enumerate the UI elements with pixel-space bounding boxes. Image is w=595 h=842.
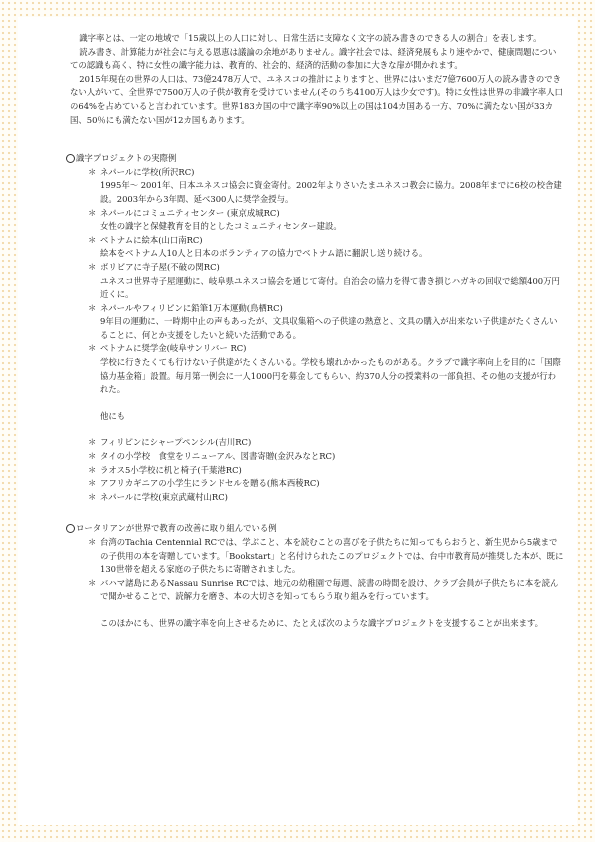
list-item-text: フィリピンにシャープペンシル(吉川RC)	[100, 437, 252, 448]
project-description: 女性の識字と保健教育を目的としたコミュニティセンター建設。	[100, 221, 342, 232]
asterisk-bullet-icon: ＊	[88, 451, 97, 462]
section-heading-rotarian-examples	[66, 522, 564, 536]
example-item	[88, 536, 564, 577]
list-item	[88, 436, 564, 450]
project-description: 9年目の運動に、一時期中止の声もあったが、文具収集箱への子供達の熱意と、文具の購入が出来ない子供達がたくさんいることに、何とか支援をしたいと続いた活動である。	[100, 316, 558, 340]
circle-bullet-icon	[66, 154, 75, 163]
page	[18, 17, 577, 825]
project-item	[88, 261, 564, 302]
project-title: ネパールやフィリピンに鉛筆1万本運動(鳥栖RC)	[100, 302, 283, 313]
example-item	[88, 577, 564, 604]
asterisk-bullet-icon: ＊	[88, 464, 97, 475]
project-description: 学校に行きたくても行けない子供達がたくさんいる。学校も壊れかかったものがある。クラブで識字率向上を目的に「国際協力基金箱」設置。毎月第一例会に一人1000円を募金してもらい、約370人分の授業料の一部負担、その他の支援が行われた。	[100, 357, 561, 395]
asterisk-bullet-icon: ＊	[88, 261, 97, 272]
project-title: ネパールに学校(所沢RC)	[100, 166, 195, 177]
section-heading-text: 識字プロジェクトの実際例	[76, 153, 177, 164]
intro-paragraph-1: 識字率とは、一定の地域で「15歳以上の人口に対し、日常生活に支障なく文字の読み書きのできる人の割合」を表します。	[79, 33, 542, 43]
asterisk-bullet-icon: ＊	[88, 343, 97, 354]
asterisk-bullet-icon: ＊	[88, 166, 97, 177]
list-item-text: アフリカギニアの小学生にランドセルを贈る(熊本西稜RC)	[100, 478, 320, 489]
asterisk-bullet-icon: ＊	[88, 478, 97, 489]
others-label: 他にも	[100, 410, 126, 421]
list-item-text: ラオス5小学校に机と椅子(千葉港RC)	[100, 464, 242, 475]
project-item	[88, 342, 564, 396]
asterisk-bullet-icon: ＊	[88, 491, 97, 502]
intro-paragraph-3: 2015年現在の世界の人口は、73億2478万人で、ユネスコの推計によりますと、世界にはいまだ7億7600万人の読み書きのできない人がいて、全世界で7500万人の子供が教育を受けていません(そのうち4100万人は少女です)。特に女性は世界の非識字率人口の64%を占めていると言われています。世界183カ国の中で識字率90%以上の国は104カ国ある一方、70%に満たない国が33カ国、50％にも満たない国が12カ国もあります。	[70, 73, 563, 125]
project-title: ベトナムに奨学金(岐阜サンリバー RC)	[100, 343, 247, 354]
project-item	[88, 302, 564, 343]
intro-paragraph-2: 読み書き、計算能力が社会に与える恩恵は議論の余地がありません。識字社会では、経済発展もより速やかで、健康問題についての認識も高く、特に女性の識字能力は、教育的、社会的、経済的活動の参加に大きな扉が開かれます。	[70, 46, 557, 71]
project-item	[88, 234, 564, 261]
list-item-text: ネパールに学校(東京武蔵村山RC)	[100, 491, 228, 502]
project-title: ネパールにコミュニティセンター (東京成城RC)	[100, 207, 280, 218]
section-heading-literacy-projects	[66, 152, 564, 166]
list-item-text: タイの小学校 食堂をリニューアル、図書寄贈(金沢みなとRC)	[100, 451, 336, 462]
circle-bullet-icon	[66, 524, 75, 533]
other-projects-list	[88, 436, 564, 504]
asterisk-bullet-icon: ＊	[88, 234, 97, 245]
asterisk-bullet-icon: ＊	[88, 537, 97, 547]
list-item	[88, 464, 564, 478]
project-item	[88, 207, 564, 234]
asterisk-bullet-icon: ＊	[88, 302, 97, 313]
list-item	[88, 477, 564, 491]
project-item	[88, 166, 564, 207]
document-body	[70, 32, 564, 631]
closing-paragraph: このほかにも、世界の識字率を向上させるために、たとえば次のような識字プロジェクトを支援することが出来ます。	[100, 617, 544, 628]
example-text: 台湾のTachia Centennial RCでは、学ぶこと、本を読むことの喜びを子供たちに知ってもらおうと、新生児から5歳までの子供用の本を寄贈しています。「Bookstart」と名付けられたこのプロジェクトでは、台中市教育局が推奨した本が、既に130世帯を超える家庭の子供たちに寄贈されました。	[100, 537, 564, 575]
asterisk-bullet-icon: ＊	[88, 577, 97, 588]
asterisk-bullet-icon: ＊	[88, 207, 97, 218]
example-text: バハマ諸島にあるNassau Sunrise RCでは、地元の幼稚園で毎週、読書の時間を設け、クラブ会員が子供たちに本を読んで聞かせることで、読解力を磨き、本の大切さを知ってもらう取り組みを行っています。	[100, 577, 559, 602]
list-item	[88, 450, 564, 464]
list-item	[88, 491, 564, 505]
project-description: 絵本をベトナム人10人と日本のボランティアの協力でベトナム語に翻訳し送り続ける。	[100, 248, 428, 259]
section-heading-text: ロータリアンが世界で教育の改善に取り組んでいる例	[76, 523, 277, 534]
asterisk-bullet-icon: ＊	[88, 437, 97, 448]
project-description: 1995年～ 2001年、日本ユネスコ協会に資金寄付。2002年よりさいたまユネスコ教会に協力。2008年までに6校の校舎建設。2003年から3年間、延べ300人に奨学金授与。	[100, 180, 562, 204]
project-description: ユネスコ世界寺子屋運動に、岐阜県ユネスコ協会を通じて寄付。自治会の協力を得て書き損じハガキの回収で総額400万円近くに。	[100, 275, 560, 300]
project-title: ボリビアに寺子屋(不破の関RC)	[100, 261, 220, 272]
project-title: ベトナムに絵本(山口南RC)	[100, 234, 203, 245]
